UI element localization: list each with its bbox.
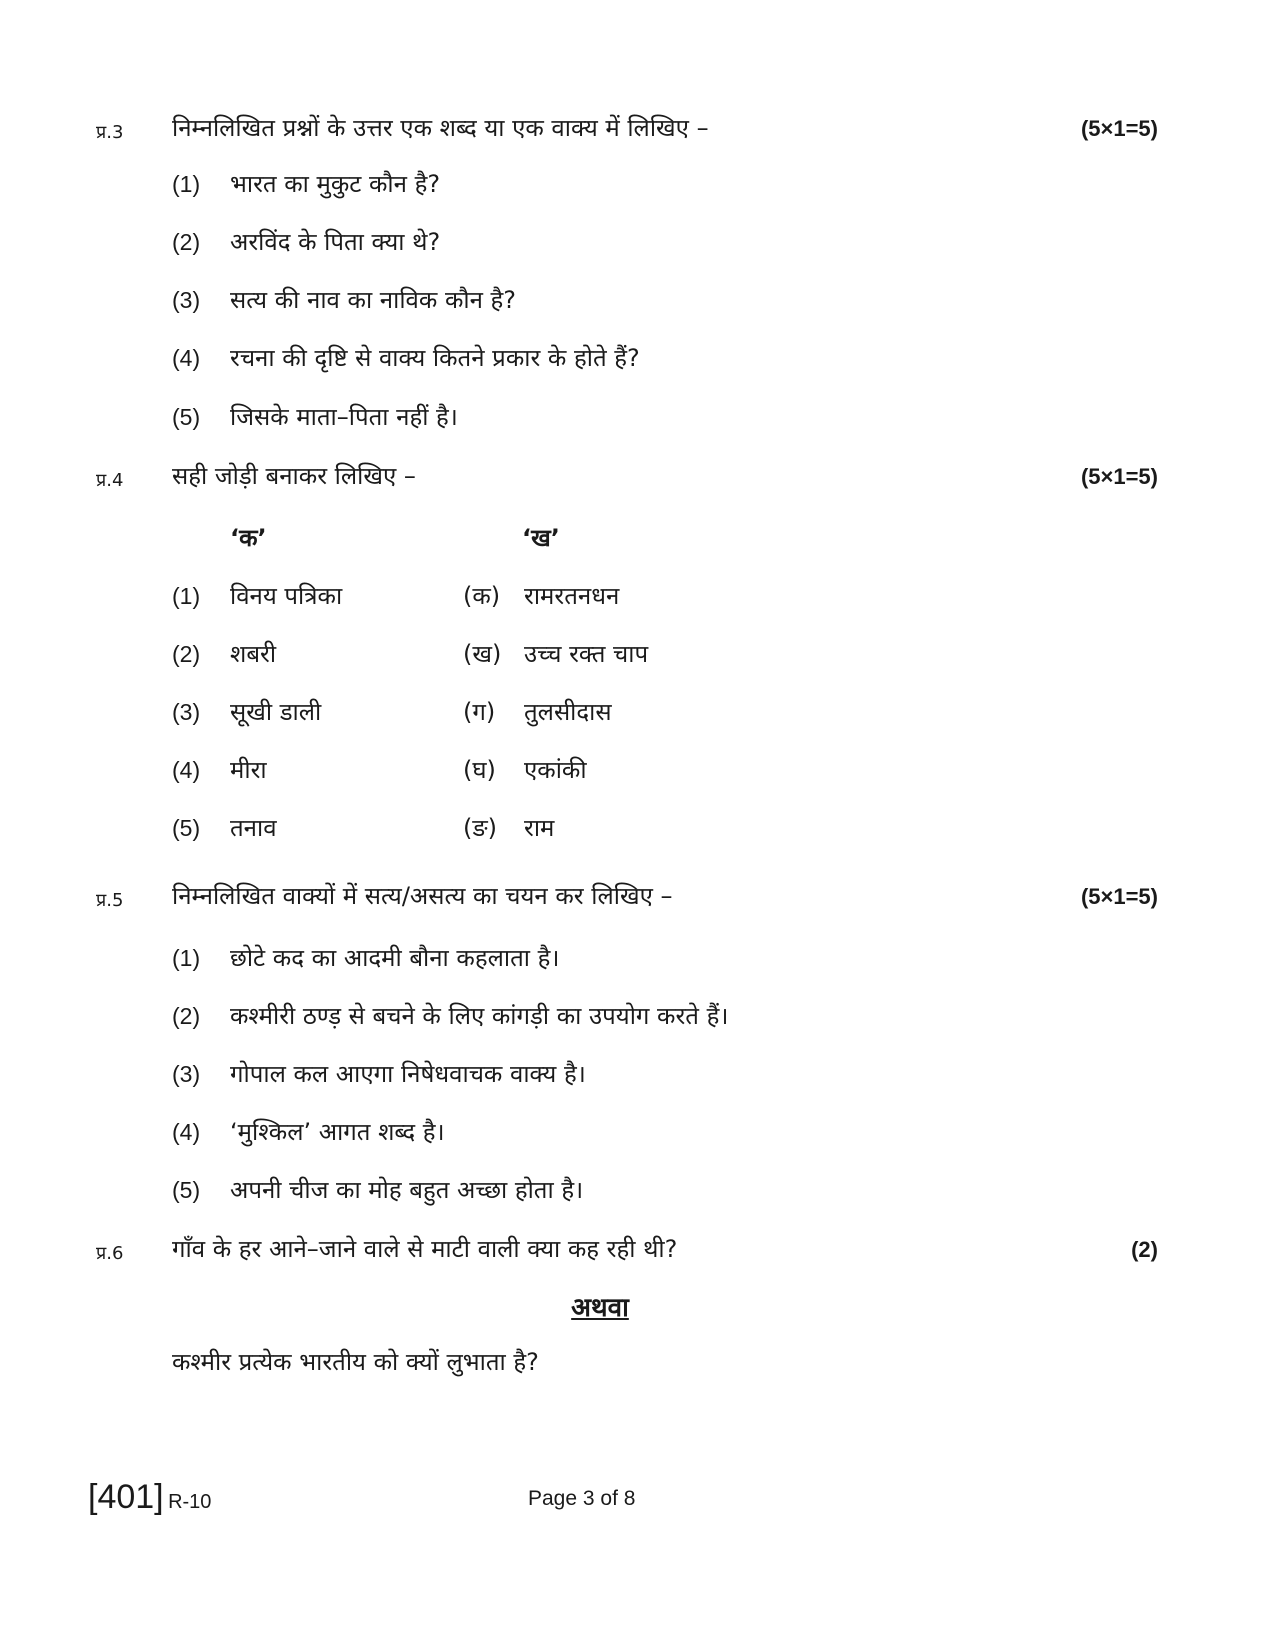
- item-number: (3): [172, 287, 201, 313]
- or-label: अथवा: [571, 1293, 629, 1323]
- paper-code: [88, 1478, 211, 1517]
- column-b-heading: ‘ख’: [522, 524, 560, 552]
- question-3-header: [0, 112, 1275, 152]
- item-text: भारत का मुकुट कौन है?: [230, 170, 441, 198]
- list-item: [0, 284, 1275, 324]
- item-number: (5): [172, 815, 201, 841]
- match-row: [0, 580, 1275, 620]
- match-letter: (ग): [463, 698, 496, 726]
- question-number: प्र.3: [96, 122, 124, 143]
- question-number: प्र.6: [96, 1243, 124, 1264]
- match-letter: (ङ): [463, 814, 498, 842]
- match-letter: (घ): [463, 756, 496, 784]
- list-item: [0, 168, 1275, 208]
- match-left: मीरा: [230, 756, 267, 784]
- match-left: सूखी डाली: [230, 698, 322, 726]
- alternate-question-text: कश्मीर प्रत्येक भारतीय को क्यों लुभाता है?: [172, 1348, 539, 1376]
- item-text: सत्य की नाव का नाविक कौन है?: [230, 286, 517, 314]
- page-number: Page 3 of 8: [528, 1487, 636, 1510]
- question-text: गाँव के हर आने–जाने वाले से माटी वाली क्या कह रही थी?: [172, 1235, 678, 1263]
- match-right: रामरतनधन: [524, 582, 620, 610]
- item-text: रचना की दृष्टि से वाक्य कितने प्रकार के होते हैं?: [230, 344, 640, 372]
- item-number: (4): [172, 757, 201, 783]
- item-text: ‘मुश्किल’ आगत शब्द है।: [230, 1118, 445, 1146]
- match-left: तनाव: [230, 814, 277, 842]
- alternate-question: [0, 1346, 1275, 1386]
- paper-code-number: [401]: [88, 1478, 164, 1516]
- item-text: जिसके माता–पिता नहीं है।: [230, 403, 458, 431]
- item-number: (3): [172, 699, 201, 725]
- item-number: (3): [172, 1061, 201, 1087]
- question-marks: (2): [1131, 1237, 1158, 1262]
- question-5-header: [0, 880, 1275, 920]
- match-right: राम: [524, 814, 555, 842]
- paper-code-suffix: R-10: [168, 1491, 212, 1513]
- list-item: [0, 342, 1275, 382]
- item-number: (5): [172, 404, 201, 430]
- question-text: निम्नलिखित वाक्यों में सत्य/असत्य का चयन कर लिखिए –: [172, 882, 673, 910]
- item-number: (2): [172, 641, 201, 667]
- list-item: [0, 1000, 1275, 1040]
- question-marks: (5×1=5): [1080, 884, 1158, 909]
- question-number: प्र.5: [96, 890, 124, 911]
- match-row: [0, 638, 1275, 678]
- question-marks: (5×1=5): [1080, 464, 1158, 489]
- column-a-heading: ‘क’: [230, 524, 267, 552]
- list-item: [0, 401, 1275, 441]
- list-item: [0, 1174, 1275, 1214]
- match-right: तुलसीदास: [524, 698, 612, 726]
- match-right: एकांकी: [524, 756, 587, 784]
- item-text: छोटे कद का आदमी बौना कहलाता है।: [230, 944, 560, 972]
- list-item: [0, 1058, 1275, 1098]
- item-text: गोपाल कल आएगा निषेधवाचक वाक्य है।: [230, 1060, 586, 1088]
- match-left: शबरी: [230, 640, 277, 668]
- question-marks: (5×1=5): [1080, 116, 1158, 141]
- question-text: निम्नलिखित प्रश्नों के उत्तर एक शब्द या एक वाक्य में लिखिए –: [172, 114, 709, 142]
- item-number: (2): [172, 1003, 201, 1029]
- list-item: [0, 1116, 1275, 1156]
- item-number: (1): [172, 171, 201, 197]
- match-right: उच्च रक्त चाप: [524, 640, 649, 668]
- item-number: (4): [172, 345, 201, 371]
- match-row: [0, 696, 1275, 736]
- match-left: विनय पत्रिका: [230, 582, 343, 610]
- item-number: (5): [172, 1177, 201, 1203]
- match-column-headers: [0, 522, 1275, 562]
- question-6-header: [0, 1233, 1275, 1273]
- match-row: [0, 812, 1275, 852]
- match-letter: (क): [463, 582, 501, 610]
- match-letter: (ख): [463, 640, 502, 668]
- item-number: (4): [172, 1119, 201, 1145]
- question-number: प्र.4: [96, 470, 124, 491]
- item-text: अरविंद के पिता क्या थे?: [230, 228, 441, 256]
- list-item: [0, 226, 1275, 266]
- item-text: अपनी चीज का मोह बहुत अच्छा होता है।: [230, 1176, 584, 1204]
- question-4-header: [0, 460, 1275, 500]
- question-text: सही जोड़ी बनाकर लिखिए –: [172, 462, 416, 490]
- item-number: (1): [172, 583, 201, 609]
- list-item: [0, 942, 1275, 982]
- item-number: (1): [172, 945, 201, 971]
- item-text: कश्मीरी ठण्ड़ से बचने के लिए कांगड़ी का उपयोग करते हैं।: [230, 1002, 729, 1030]
- item-number: (2): [172, 229, 201, 255]
- match-row: [0, 754, 1275, 794]
